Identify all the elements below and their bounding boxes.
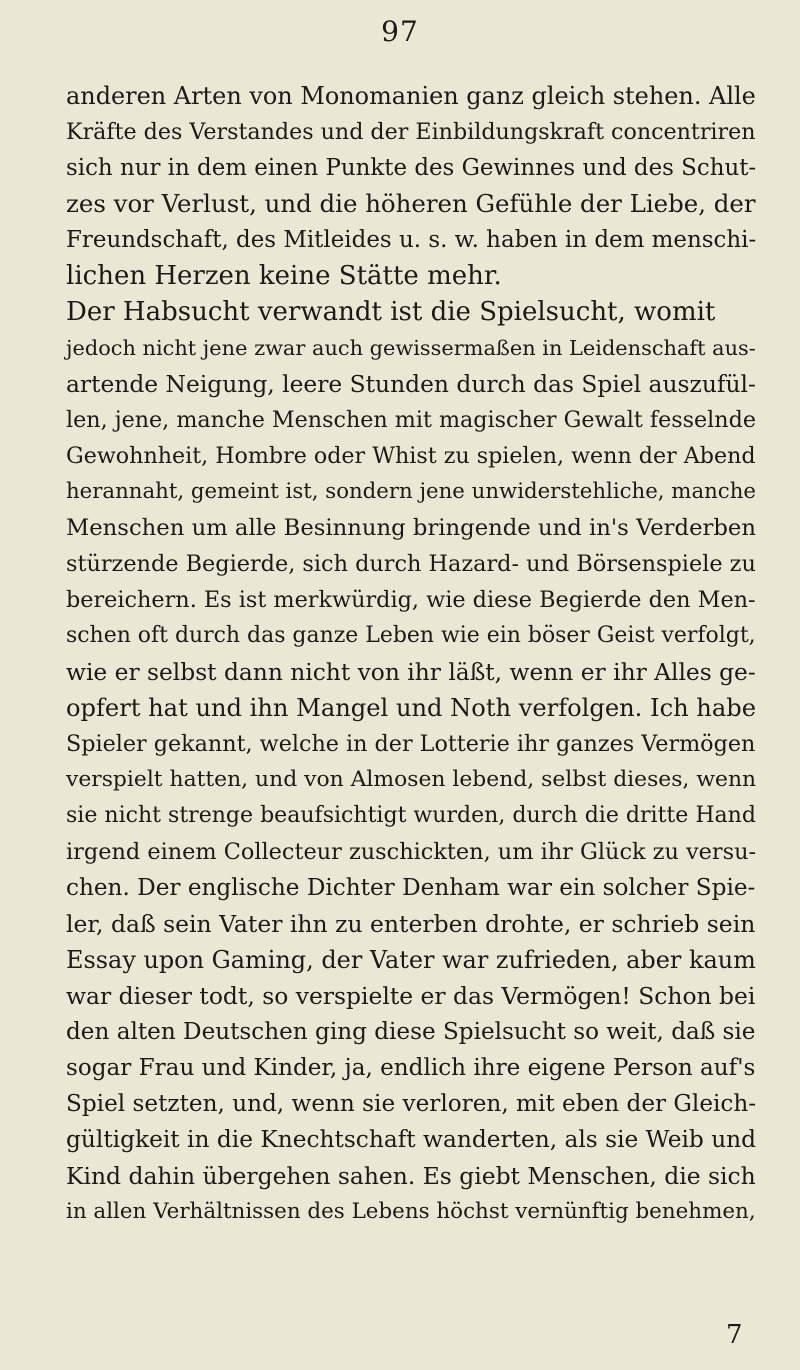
text-line: sich nur in dem einen Punkte des Gewinnes und des Schut- (66, 155, 757, 181)
text-line: Der Habsucht verwandt ist die Spielsucht, womit (66, 297, 716, 327)
text-line: den alten Deutschen ging diese Spielsucht so weit, daß sie (66, 1019, 756, 1045)
text-line: chen. Der englische Dichter Denham war ein solcher Spie- (66, 875, 756, 901)
text-line: Spiel setzten, und, wenn sie verloren, mit eben der Gleich- (66, 1091, 757, 1117)
text-line: Spieler gekannt, welche in der Lotterie ihr ganzes Vermögen (66, 731, 756, 757)
text-line: sogar Frau und Kinder, ja, endlich ihre eigene Person auf's (66, 1055, 756, 1081)
text-line: herannaht, gemeint ist, sondern jene unwiderstehliche, manche (66, 479, 756, 504)
text-line: Essay upon Gaming, der Vater war zufrieden, aber kaum (66, 946, 756, 974)
text-line: Kind dahin übergehen sahen. Es giebt Menschen, die sich (66, 1162, 756, 1190)
text-line: anderen Arten von Monomanien ganz gleich stehen. Alle (66, 82, 756, 110)
text-line: wie er selbst dann nicht von ihr läßt, wenn er ihr Alles ge- (66, 658, 756, 686)
text-line: Gewohnheit, Hombre oder Whist zu spielen, wenn der Abend (66, 443, 756, 469)
text-line: len, jene, manche Menschen mit magischer Gewalt fesselnde (66, 407, 756, 433)
text-line: lichen Herzen keine Stätte mehr. (66, 261, 502, 291)
text-line: Kräfte des Verstandes und der Einbildungskraft concentriren (66, 119, 756, 145)
text-line: in allen Verhältnissen des Lebens höchst vernünftig benehmen, (66, 1199, 756, 1224)
text-line: schen oft durch das ganze Leben wie ein böser Geist verfolgt, (66, 623, 756, 648)
text-line: sie nicht strenge beaufsichtigt wurden, durch die dritte Hand (66, 803, 756, 828)
text-line: verspielt hatten, und von Almosen lebend, selbst dieses, wenn (66, 767, 757, 792)
text-line: irgend einem Collecteur zuschickten, um ihr Glück zu versu- (66, 839, 757, 865)
text-line: Freundschaft, des Mitleides u. s. w. haben in dem menschi- (66, 227, 757, 253)
signature-mark: 7 (726, 1320, 743, 1350)
text-line: jedoch nicht jene zwar auch gewissermaßen in Leidenschaft aus- (66, 336, 756, 360)
text-line: war dieser todt, so verspielte er das Vermögen! Schon bei (66, 982, 756, 1010)
text-line: gültigkeit in die Knechtschaft wanderten, als sie Weib und (66, 1126, 757, 1153)
text-line: artende Neigung, leere Stunden durch das Spiel auszufül- (66, 370, 756, 398)
text-line: zes vor Verlust, und die höheren Gefühle der Liebe, der (66, 189, 756, 218)
text-line: ler, daß sein Vater ihn zu enterben drohte, er schrieb sein (66, 910, 756, 938)
page-number: 97 (381, 15, 419, 48)
text-line: opfert hat und ihn Mangel und Noth verfolgen. Ich habe (66, 694, 756, 722)
text-line: bereichern. Es ist merkwürdig, wie diese Begierde den Men- (66, 587, 756, 613)
text-line: stürzende Begierde, sich durch Hazard- und Börsenspiele zu (66, 551, 756, 577)
body-text (66, 78, 756, 1230)
text-line: Menschen um alle Besinnung bringende und in's Verderben (66, 515, 756, 541)
